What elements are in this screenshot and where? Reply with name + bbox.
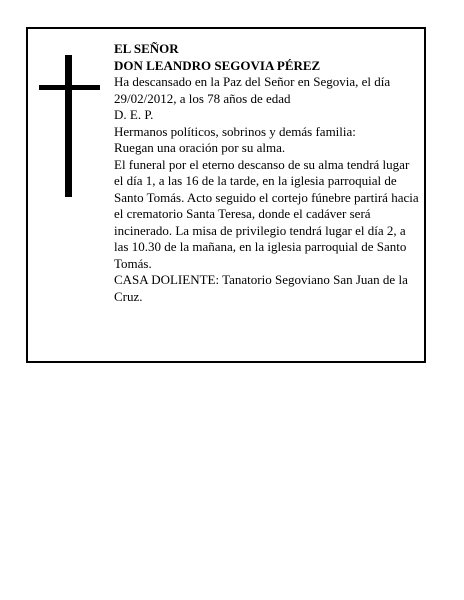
funeral-details: El funeral por el eterno descanso de su alma tendrá lugar el día 1, a las 16 de la tarde, en la iglesia parroquial de Santo Tomás. Acto seguido el cortejo fúnebre partirá hacia el crematorio Santa Teresa, donde el cadáver será incinerado. La misa de privilegio tendrá lugar el día 2, a las 10.30 de la mañana, en la iglesia parroquial de Santo Tomás.: [114, 156, 419, 271]
death-statement: Ha descansado en la Paz del Señor en Segovia, el día 29/02/2012, a los 78 años de edad: [114, 74, 391, 106]
dep-text: D. E. P.: [114, 107, 154, 122]
notice-text: [114, 41, 420, 305]
cross-horizontal-bar: [39, 85, 100, 90]
mourning-house: CASA DOLIENTE: Tanatorio Segoviano San Juan de la Cruz.: [114, 272, 408, 304]
family-line: Hermanos políticos, sobrinos y demás familia:: [114, 123, 356, 139]
obituary-notice: [26, 27, 426, 363]
prayer-request: Ruegan una oración por su alma.: [114, 140, 286, 155]
notice-title-line1: EL SEÑOR: [114, 41, 179, 56]
cross-vertical-bar: [65, 55, 72, 197]
latin-cross-icon: [39, 55, 100, 197]
deceased-name: DON LEANDRO SEGOVIA PÉREZ: [114, 57, 321, 73]
